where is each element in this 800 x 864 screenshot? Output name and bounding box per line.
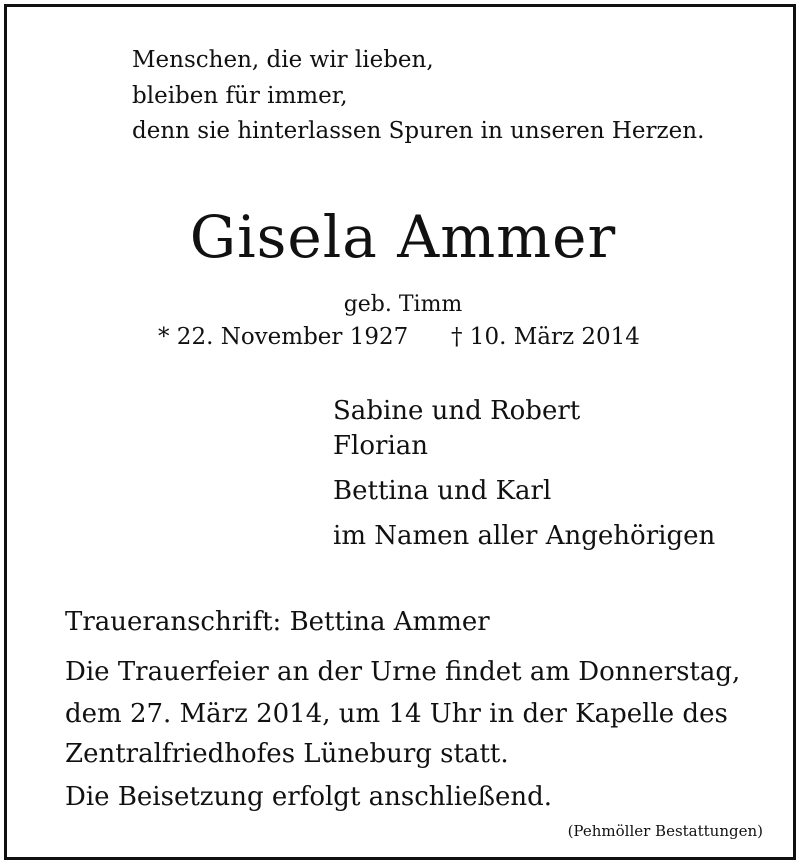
birth-date: * 22. November 1927 xyxy=(158,324,409,350)
mourner-line: Florian xyxy=(333,431,428,461)
mourner-line: im Namen aller Angehörigen xyxy=(333,521,716,551)
poem-line-1: Menschen, die wir lieben, xyxy=(132,47,434,73)
undertaker-credit: (Pehmöller Bestattungen) xyxy=(567,822,763,840)
birth-name: geb. Timm xyxy=(343,292,463,317)
poem-line-3: denn sie hinterlassen Spuren in unseren Herzen. xyxy=(132,118,705,144)
death-date: † 10. März 2014 xyxy=(451,324,640,350)
ceremony-line-1: Die Trauerfeier an der Urne findet am Donnerstag, xyxy=(65,657,741,687)
mourning-address: Traueranschrift: Bettina Ammer xyxy=(65,607,490,637)
ceremony-line-3: Zentralfriedhofes Lüneburg statt. xyxy=(65,739,509,769)
ceremony-line-2: dem 27. März 2014, um 14 Uhr in der Kapelle des xyxy=(65,699,728,729)
poem-line-2: bleiben für immer, xyxy=(132,83,348,109)
obituary-notice xyxy=(4,4,796,860)
mourner-line: Bettina und Karl xyxy=(333,476,552,506)
deceased-name: Gisela Ammer xyxy=(189,203,617,271)
burial-note: Die Beisetzung erfolgt anschließend. xyxy=(65,782,552,812)
mourner-line: Sabine und Robert xyxy=(333,396,581,426)
